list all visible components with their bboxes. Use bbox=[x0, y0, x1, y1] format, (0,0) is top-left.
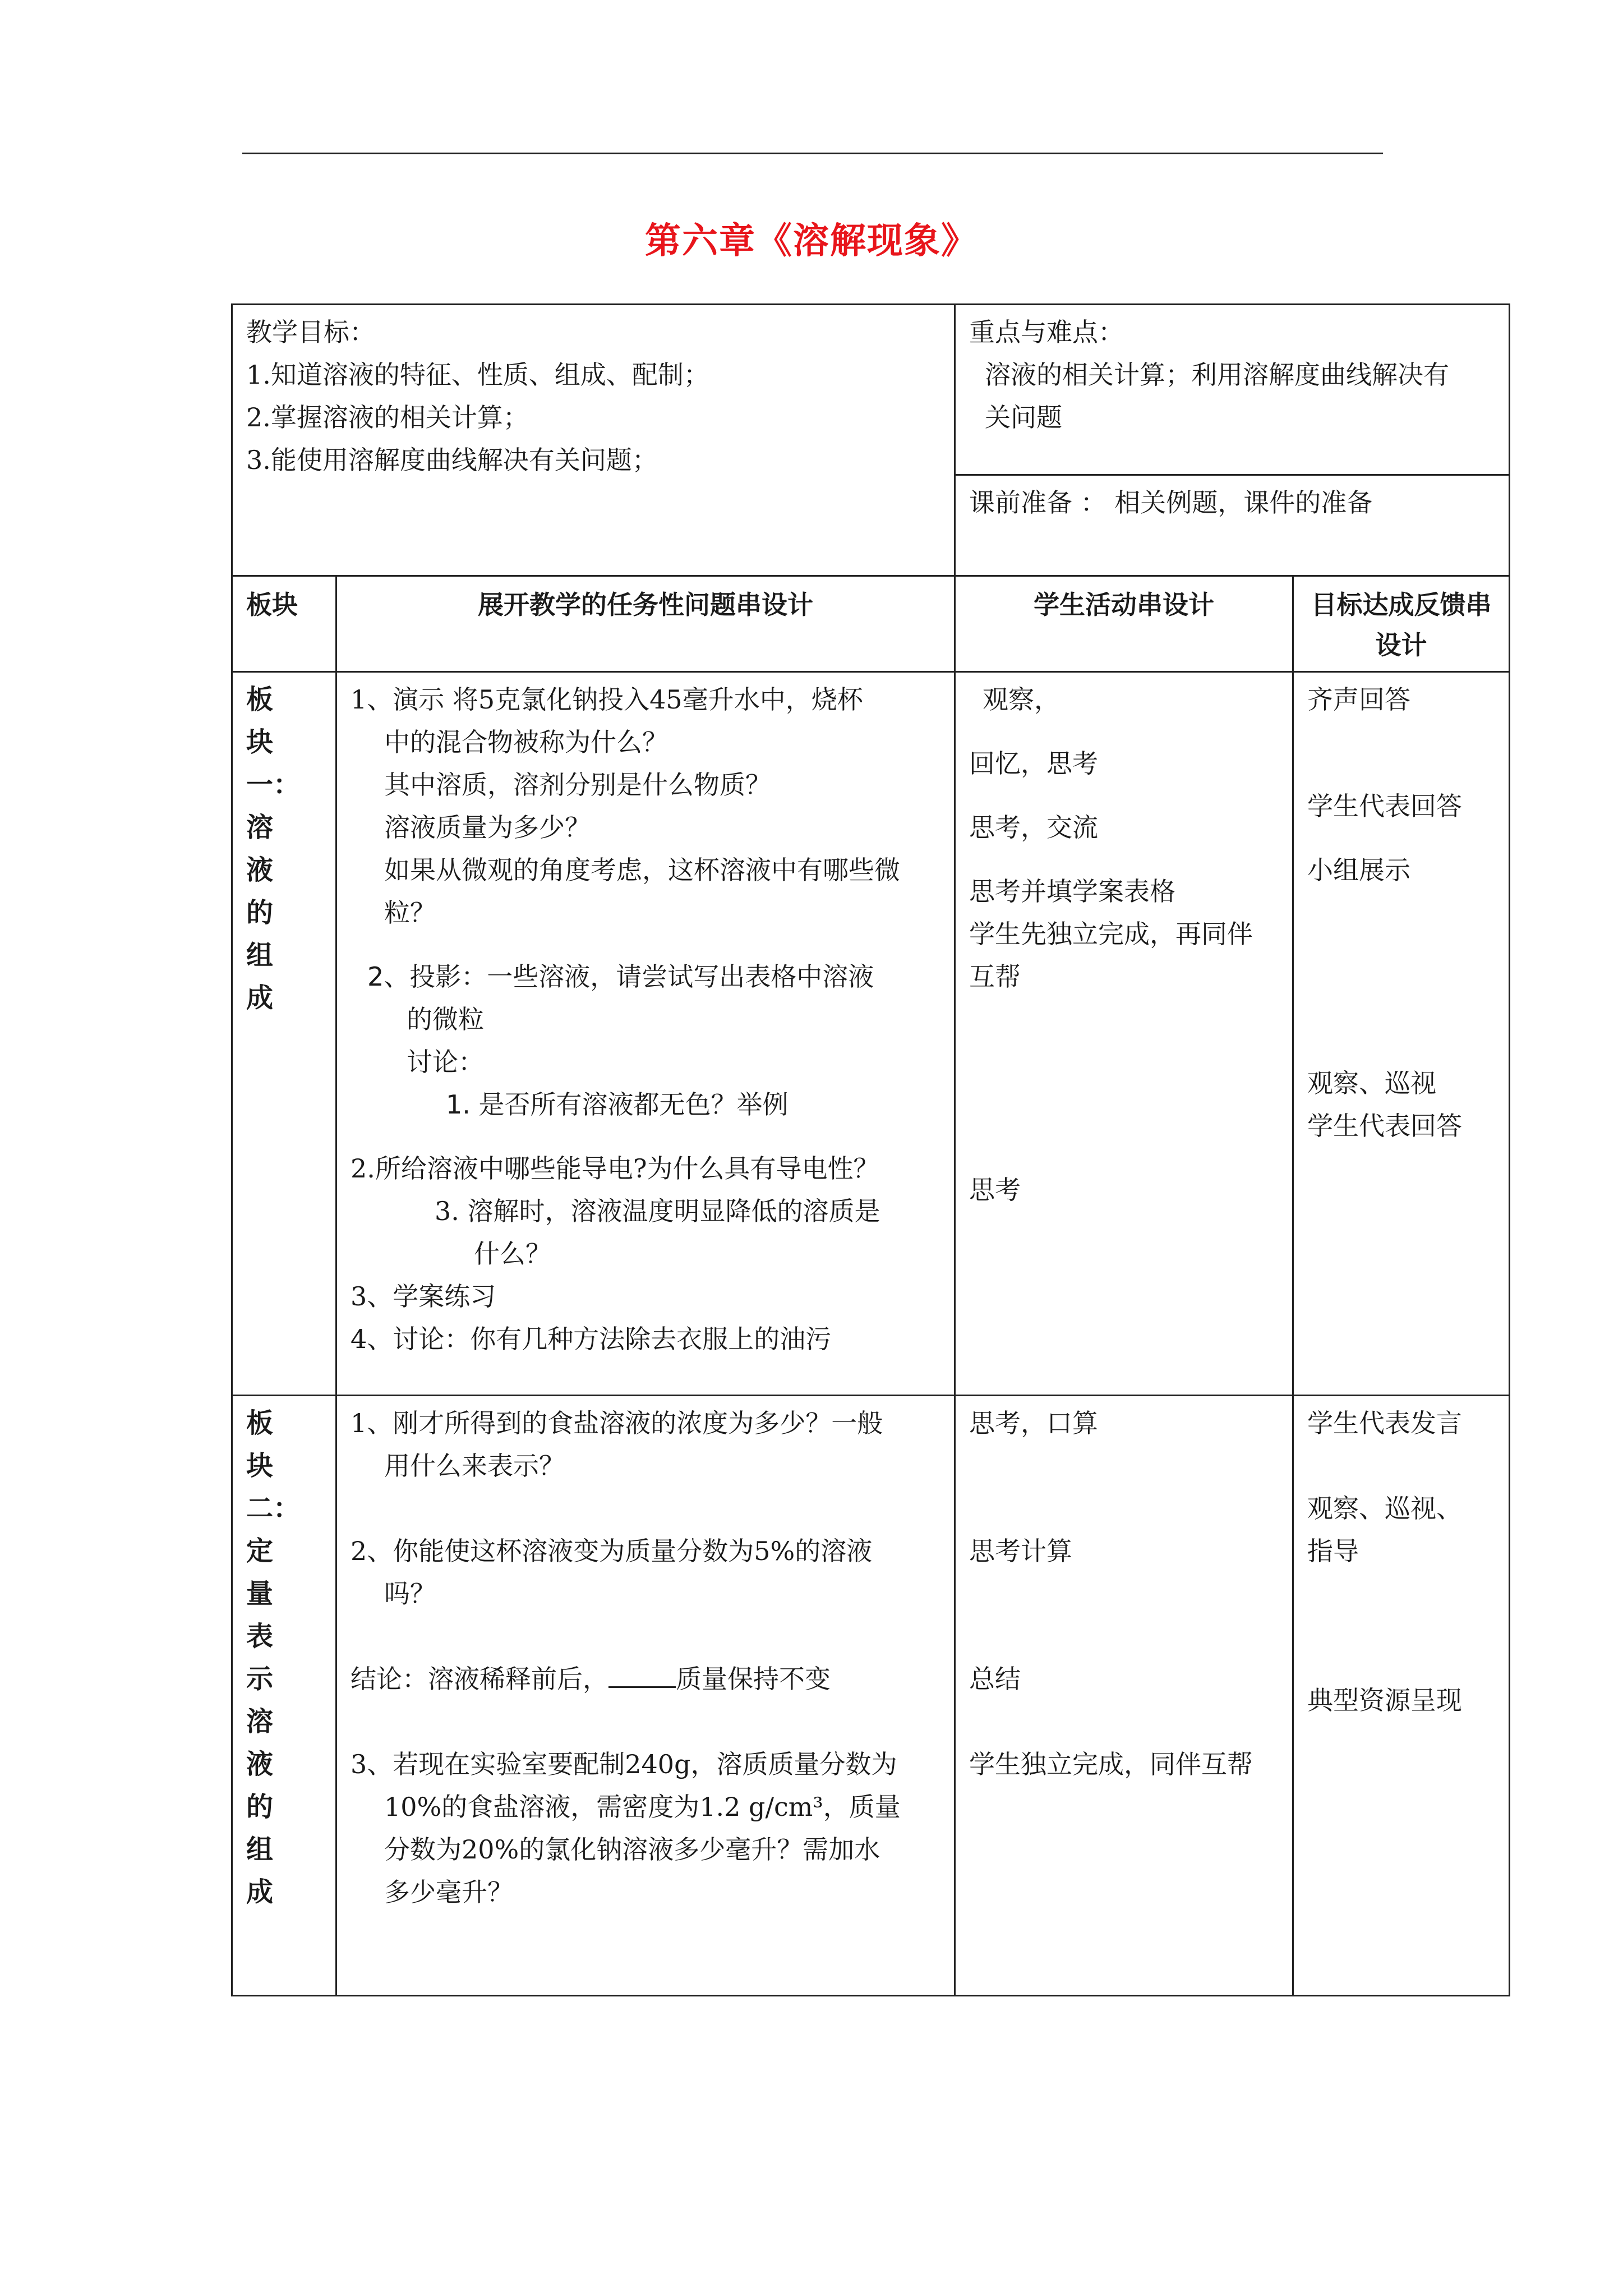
task-line: 的微粒 bbox=[407, 1004, 484, 1034]
key-points-text: 溶液的相关计算；利用溶解度曲线解决有 bbox=[985, 360, 1450, 390]
block-one-activities bbox=[955, 672, 1293, 1396]
task-line: 什么？ bbox=[474, 1239, 551, 1269]
objective-item: 1.知道溶液的特征、性质、组成、配制； bbox=[246, 360, 709, 390]
task-line: 多少毫升？ bbox=[384, 1877, 513, 1907]
lesson-plan-table bbox=[231, 303, 1510, 1996]
activity-line: 互帮 bbox=[969, 961, 1021, 992]
column-header-activities: 学生活动串设计 bbox=[955, 576, 1293, 672]
activity-line: 学生先独立完成，再同伴 bbox=[969, 919, 1253, 949]
task-line: 1、演示 将5克氯化钠投入45毫升水中，烧杯 bbox=[351, 684, 863, 715]
block-two-label: 板 块 二： 定 量 表 示 溶 液 的 组 成 bbox=[232, 1396, 336, 1996]
preparation-text: 课前准备 ： 相关例题，课件的准备 bbox=[969, 487, 1373, 518]
conclusion-line: 结论：溶液稀释前后， 质量保持不变 bbox=[351, 1658, 940, 1700]
block-two-feedback bbox=[1293, 1396, 1510, 1996]
activity-line: 观察， bbox=[983, 684, 1061, 715]
feedback-line: 学生代表回答 bbox=[1307, 1111, 1463, 1141]
key-points-cell bbox=[955, 305, 1510, 475]
block-one-feedback bbox=[1293, 672, 1510, 1396]
objectives-heading: 教学目标： bbox=[246, 317, 375, 347]
task-line: 2.所给溶液中哪些能导电?为什么具有导电性？ bbox=[351, 1153, 879, 1184]
activity-line: 思考并填学案表格 bbox=[969, 876, 1176, 907]
feedback-line: 小组展示 bbox=[1307, 855, 1411, 885]
activity-line: 思考，交流 bbox=[969, 812, 1099, 843]
task-line: 1. 是否所有溶液都无色？举例 bbox=[446, 1089, 789, 1120]
key-points-heading: 重点与难点： bbox=[969, 317, 1124, 347]
activity-line: 学生独立完成，同伴互帮 bbox=[969, 1749, 1253, 1779]
task-line: 3、学案练习 bbox=[351, 1281, 496, 1312]
activity-line: 思考，口算 bbox=[969, 1408, 1099, 1438]
task-line: 2、投影：一些溶液，请尝试写出表格中溶液 bbox=[367, 961, 874, 992]
objectives-cell bbox=[232, 305, 955, 576]
task-line: 溶液质量为多少？ bbox=[384, 812, 591, 843]
block-two-activities bbox=[955, 1396, 1293, 1996]
column-header-tasks: 展开教学的任务性问题串设计 bbox=[336, 576, 955, 672]
objective-item: 3.能使用溶解度曲线解决有关问题； bbox=[246, 445, 658, 475]
column-header-feedback: 目标达成反馈串设计 bbox=[1293, 576, 1510, 672]
task-line: 吗？ bbox=[384, 1579, 436, 1609]
preparation-cell bbox=[955, 475, 1510, 576]
task-line: 讨论： bbox=[407, 1047, 484, 1077]
feedback-line: 观察、巡视、 bbox=[1307, 1493, 1463, 1524]
activity-line: 总结 bbox=[969, 1664, 1021, 1694]
task-line: 其中溶质，溶剂分别是什么物质？ bbox=[384, 770, 771, 800]
task-line: 10%的食盐溶液，需密度为1.2 g/cm³，质量 bbox=[384, 1792, 901, 1822]
task-line: 4、讨论：你有几种方法除去衣服上的油污 bbox=[351, 1324, 832, 1354]
feedback-line: 齐声回答 bbox=[1307, 684, 1411, 715]
document-title: 第六章《溶解现象》 bbox=[645, 220, 978, 262]
task-line: 分数为20%的氯化钠溶液多少毫升？需加水 bbox=[384, 1834, 880, 1865]
task-line: 中的混合物被称为什么？ bbox=[384, 727, 668, 757]
header-rule bbox=[242, 153, 1383, 154]
activity-line: 回忆，思考 bbox=[969, 748, 1099, 779]
activity-line: 思考 bbox=[969, 1175, 1021, 1205]
block-one-label: 板 块 一： 溶 液 的 组 成 bbox=[232, 672, 336, 1396]
task-line: 用什么来表示？ bbox=[384, 1451, 565, 1481]
feedback-line: 学生代表回答 bbox=[1307, 791, 1463, 821]
objective-item: 2.掌握溶液的相关计算； bbox=[246, 402, 529, 432]
block-one-tasks bbox=[336, 672, 955, 1396]
fill-in-blank bbox=[608, 1660, 676, 1688]
feedback-line: 典型资源呈现 bbox=[1307, 1685, 1463, 1715]
task-line: 3. 溶解时，溶液温度明显降低的溶质是 bbox=[435, 1196, 880, 1226]
task-line: 3、若现在实验室要配制240g，溶质质量分数为 bbox=[351, 1749, 897, 1779]
task-line: 1、刚才所得到的食盐溶液的浓度为多少？一般 bbox=[351, 1408, 883, 1438]
activity-line: 思考计算 bbox=[969, 1536, 1073, 1566]
feedback-line: 学生代表发言 bbox=[1307, 1408, 1463, 1438]
feedback-line: 指导 bbox=[1307, 1536, 1359, 1566]
task-line: 2、你能使这杯溶液变为质量分数为5%的溶液 bbox=[351, 1536, 873, 1566]
task-line: 如果从微观的角度考虑，这杯溶液中有哪些微 bbox=[384, 855, 900, 885]
feedback-line: 观察、巡视 bbox=[1307, 1068, 1437, 1098]
task-line: 粒？ bbox=[384, 898, 436, 928]
key-points-text: 关问题 bbox=[985, 402, 1063, 432]
block-two-tasks bbox=[336, 1396, 955, 1996]
column-header-block: 板块 bbox=[232, 576, 336, 672]
